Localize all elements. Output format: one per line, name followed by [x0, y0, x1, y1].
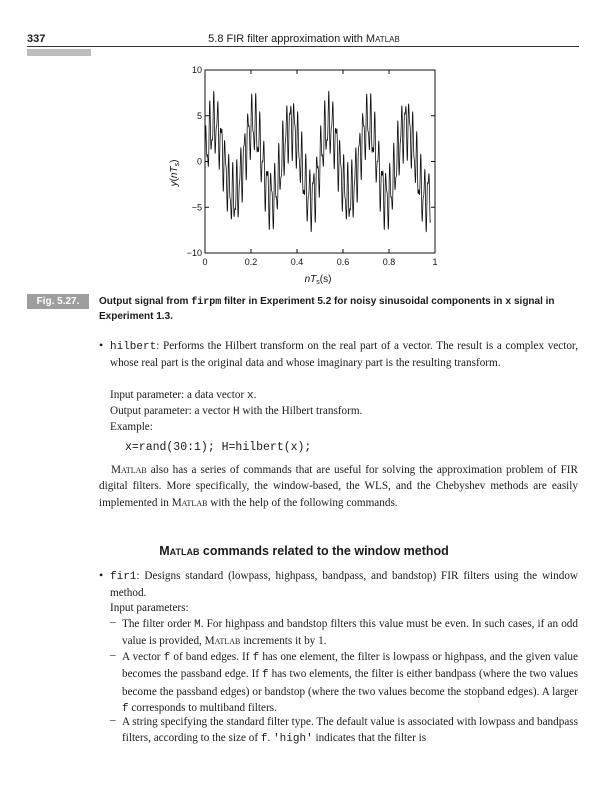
caption-code-x: x	[505, 297, 512, 308]
item1-post: increments it by 1.	[240, 635, 327, 648]
hilbert-command: hilbert	[110, 341, 157, 353]
y-axis-label: $y(nT_s)$	[169, 159, 181, 187]
figure-plot	[160, 60, 450, 290]
item1-code: M	[194, 619, 201, 631]
running-title-text: 5.8 FIR filter approximation with	[208, 33, 366, 45]
hilbert-input-post: .	[253, 389, 257, 401]
item2-mid-3: has two elements, the filter is either bandpass (where the two values become the passband edges) or bandstop (where the two values become the stopband edges). A larger	[122, 668, 578, 698]
y-tick-label: 0	[196, 156, 202, 167]
fir1-desc-text: : Designs standard (lowpass, highpass, bandpass, and bandstop) FIR filters using the window method.	[110, 570, 578, 600]
hilbert-output-param	[110, 403, 578, 420]
x-tick-label: 1	[432, 257, 438, 267]
fir1-command: fir1	[110, 571, 137, 583]
figure-tag: Fig. 5.27.	[27, 294, 89, 309]
x-tick-label: 0.6	[336, 257, 350, 267]
section-heading-text: commands related to the window method	[199, 544, 449, 558]
hilbert-output-text: Output parameter: a vector	[110, 405, 234, 417]
figure-caption	[99, 295, 559, 324]
hilbert-output-post: with the Hilbert transform.	[239, 405, 363, 417]
caption-code-firpm: firpm	[191, 297, 222, 308]
item2-mid-2: has one element, the filter is lowpass or highpass, and the given value becomes the passband edge. If	[122, 651, 578, 681]
para-text-2: with the help of the following commands.	[207, 496, 398, 509]
item2-code-2: f	[252, 652, 260, 664]
y-tick-label: −10	[186, 248, 202, 258]
caption-text-2: filter in Experiment 5.2 for noisy sinusoidal components in	[221, 296, 506, 307]
hilbert-desc-text: : Performs the Hilbert transform on the real part of a vector. The result is a complex vector, whose real part is the original data and whose imaginary part is the resulting transform.	[110, 340, 578, 370]
input-parameters-label: Input parameters:	[110, 602, 189, 614]
item3-mid: .	[267, 732, 274, 745]
x-tick-label: 0.4	[290, 257, 304, 267]
item3-code-2: 'high'	[273, 733, 313, 746]
caption-text-3: signal in Experiment 1.3.	[99, 296, 555, 322]
bullet-fir1: •	[99, 568, 104, 582]
x-tick-label: 0	[202, 257, 208, 267]
y-tick-label: −5	[191, 202, 202, 213]
fir1-description	[110, 568, 578, 602]
para-text-1: also has a series of commands that are useful for solving the approximation problem of FIR digital filters. More specifically, the window-based, the WLS, and the Chebyshev methods are easily implemented in	[99, 464, 578, 509]
item2-mid-1: of band edges. If	[170, 651, 253, 663]
hilbert-description	[110, 338, 578, 372]
param-filter-type	[122, 714, 578, 748]
y-tick-label: 10	[191, 65, 202, 75]
item2-code-1: f	[163, 652, 171, 664]
dash-item-2: –	[110, 649, 116, 661]
caption-text-1: Output signal from	[99, 296, 192, 307]
section-heading	[0, 544, 608, 558]
item2-text: A vector	[122, 651, 164, 663]
item1-matlab: Matlab	[204, 635, 241, 648]
hilbert-input-code: x	[246, 390, 254, 402]
hilbert-input-text: Input parameter: a data vector	[110, 389, 247, 401]
page-number: 337	[27, 33, 46, 45]
section-matlab: Matlab	[159, 544, 200, 558]
x-tick-label: 0.8	[382, 257, 396, 267]
item3-code-1: f	[260, 733, 268, 746]
item2-post: corresponds to multiband filters.	[128, 702, 277, 715]
dash-item-1: –	[110, 616, 116, 628]
example-code: x=rand(30:1); H=hilbert(x);	[125, 441, 312, 454]
item2-code-3: f	[262, 669, 269, 682]
series-line	[205, 91, 430, 232]
x-axis-label: $nT_s(s)$	[304, 274, 332, 286]
bullet-hilbert: •	[99, 338, 104, 352]
item3-post: indicates that the filter is	[312, 732, 427, 745]
hilbert-output-code: H	[233, 406, 240, 418]
para-matlab-1: Matlab	[111, 464, 147, 476]
running-title-matlab: Matlab	[365, 33, 400, 45]
param-filter-order	[122, 616, 578, 650]
item2-code-4: f	[122, 703, 129, 716]
item1-text: The filter order	[122, 618, 195, 630]
param-band-edges	[122, 649, 578, 718]
header-rule	[27, 46, 579, 47]
x-tick-label: 0.2	[244, 257, 258, 267]
example-label: Example:	[110, 421, 153, 433]
item1-mid: . For highpass and bandstop filters this value must be even. In such cases, if an odd value is provided,	[122, 618, 578, 648]
dash-item-3: –	[110, 714, 116, 726]
para-matlab-2: Matlab	[171, 496, 208, 509]
item3-text: A string specifying the standard filter type. The default value is associated with lowpass and bandpass filters, according to the size of	[122, 716, 578, 745]
hilbert-input-param	[110, 387, 578, 404]
y-tick-label: 5	[196, 110, 202, 121]
running-title	[0, 33, 608, 45]
header-accent-bar	[27, 49, 91, 56]
paragraph-matlab-commands	[99, 462, 578, 511]
plot-series	[205, 91, 430, 232]
